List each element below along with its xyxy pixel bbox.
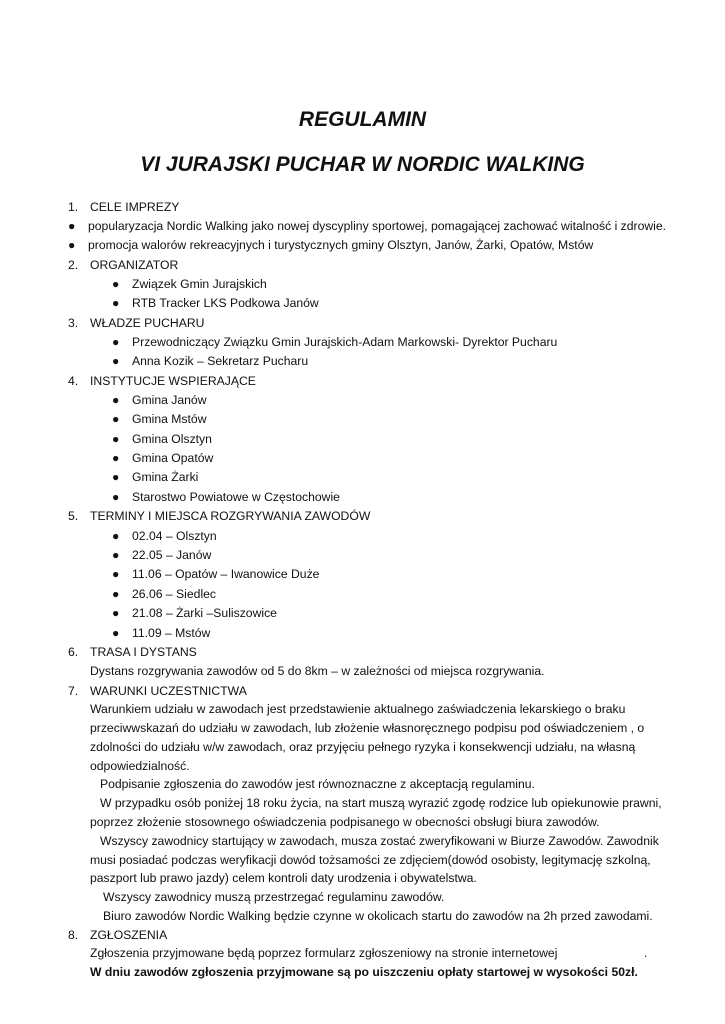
bullet-icon: ●	[112, 490, 120, 504]
section-5-heading	[68, 508, 370, 524]
list-item-text: Gmina Olsztyn	[132, 432, 212, 446]
bullet-icon: ●	[112, 567, 120, 581]
bullet-icon: ●	[112, 451, 120, 465]
bullet-icon: ●	[112, 470, 120, 484]
list-item-text: Anna Kozik – Sekretarz Pucharu	[132, 354, 309, 368]
bullet-icon: ●	[68, 238, 76, 252]
list-item-text: 11.06 – Opatów – Iwanowice Duże	[132, 567, 320, 581]
section-title: TRASA I DYSTANS	[90, 645, 197, 659]
list-item	[112, 450, 213, 466]
list-item	[112, 547, 211, 563]
list-item-text: popularyzacja Nordic Walking jako nowej dyscypliny sportowej, pomagającej zachować witalność i zdrowie.	[88, 219, 667, 233]
paragraph-line: W przypadku osób poniżej 18 roku życia, na start muszą wyrazić zgodę rodzice lub opiekunowie prawni,	[100, 796, 662, 810]
list-item-text: 11.09 – Mstów	[132, 626, 211, 640]
bullet-icon: ●	[112, 335, 120, 349]
paragraph-line: Podpisanie zgłoszenia do zawodów jest równoznaczne z akceptacją regulaminu.	[100, 777, 535, 791]
list-item	[112, 411, 207, 427]
list-item	[112, 392, 207, 408]
paragraph-line: Biuro zawodów Nordic Walking będzie czynne w okolicach startu do zawodów na 2h przed zawodami.	[103, 909, 653, 923]
section-1-heading	[68, 199, 179, 215]
section-number: 3.	[68, 316, 79, 330]
list-item-text: Gmina Opatów	[132, 451, 214, 465]
bullet-icon: ●	[112, 393, 120, 407]
list-item-text: Gmina Żarki	[132, 470, 199, 484]
section-number: 1.	[68, 200, 79, 214]
document-subtitle: VI JURAJSKI PUCHAR W NORDIC WALKING	[140, 153, 585, 176]
paragraph-line: odpowiedzialność.	[90, 759, 190, 773]
section-title: WŁADZE PUCHARU	[90, 316, 205, 330]
paragraph-line: musi posiadać podczas weryfikacji dowód tożsamości ze zdjęciem(dowód osobisty, legitymację szkolną,	[90, 853, 651, 867]
bullet-icon: ●	[112, 296, 120, 310]
list-item-text: Związek Gmin Jurajskich	[132, 277, 267, 291]
section-title: ZGŁOSZENIA	[90, 928, 168, 942]
section-number: 7.	[68, 684, 79, 698]
bullet-icon: ●	[112, 412, 120, 426]
list-item	[68, 237, 593, 253]
list-item	[112, 469, 198, 485]
bullet-icon: ●	[112, 548, 120, 562]
list-item-text: promocja walorów rekreacyjnych i turystycznych gminy Olsztyn, Janów, Żarki, Opatów, Mstów	[88, 238, 594, 252]
paragraph-line: zdolności do udziału w/w zawodach, oraz przyjęciu pełnego ryzyka i konsekwencji udziału, na własną	[90, 740, 636, 754]
bullet-icon: ●	[112, 529, 120, 543]
paragraph-line-bold: W dniu zawodów zgłoszenia przyjmowane są po uiszczeniu opłaty startowej w wysokości 50zł.	[90, 965, 638, 979]
section-title: ORGANIZATOR	[90, 258, 179, 272]
section-2-heading	[68, 257, 178, 273]
paragraph-end-mark: .	[644, 946, 648, 960]
section-4-heading	[68, 373, 256, 389]
list-item	[112, 334, 557, 350]
section-8-heading	[68, 927, 167, 943]
bullet-icon: ●	[68, 219, 76, 233]
paragraph-line: Wszyscy zawodnicy startujący w zawodach, musza zostać zweryfikowani w Biurze Zawodów. Zawodnik	[100, 834, 659, 848]
bullet-icon: ●	[112, 587, 120, 601]
bullet-icon: ●	[112, 354, 120, 368]
list-item-text: Gmina Mstów	[132, 412, 207, 426]
list-item	[112, 528, 217, 544]
section-title: INSTYTUCJE WSPIERAJĄCE	[90, 374, 256, 388]
section-6-heading	[68, 644, 197, 660]
section-title: TERMINY I MIEJSCA ROZGRYWANIA ZAWODÓW	[90, 509, 371, 523]
section-7-heading	[68, 683, 247, 699]
list-item	[112, 566, 319, 582]
section-number: 2.	[68, 258, 79, 272]
bullet-icon: ●	[112, 432, 120, 446]
list-item	[112, 295, 319, 311]
list-item	[112, 605, 277, 621]
list-item-text: Gmina Janów	[132, 393, 207, 407]
list-item-text: 22.05 – Janów	[132, 548, 212, 562]
list-item	[112, 353, 308, 369]
list-item-text: Przewodniczący Związku Gmin Jurajskich-Adam Markowski- Dyrektor Pucharu	[132, 335, 558, 349]
bullet-icon: ●	[112, 277, 120, 291]
paragraph-line: przeciwwskazań do udziału w zawodach, lub złożenie własnoręcznego podpisu pod oświadczeniem , o	[90, 721, 645, 735]
paragraph-line: Wszyscy zawodnicy muszą przestrzegać regulaminu zawodów.	[103, 890, 445, 904]
list-item	[112, 489, 340, 505]
section-number: 6.	[68, 645, 79, 659]
section-title: WARUNKI UCZESTNICTWA	[90, 684, 247, 698]
list-item	[112, 586, 216, 602]
bullet-icon: ●	[112, 606, 120, 620]
paragraph-line: paszport lub prawo jazdy) celem kontroli daty urodzenia i obywatelstwa.	[90, 871, 477, 885]
paragraph-line: Dystans rozgrywania zawodów od 5 do 8km – w zależności od miejsca rozgrywania.	[90, 664, 545, 678]
list-item-text: RTB Tracker LKS Podkowa Janów	[132, 296, 319, 310]
section-3-heading	[68, 315, 204, 331]
list-item	[68, 218, 666, 234]
list-item	[112, 625, 210, 641]
section-number: 4.	[68, 374, 79, 388]
section-title: CELE IMPREZY	[90, 200, 180, 214]
list-item-text: 26.06 – Siedlec	[132, 587, 217, 601]
list-item-text: Starostwo Powiatowe w Częstochowie	[132, 490, 340, 504]
document-title: REGULAMIN	[298, 108, 427, 131]
list-item	[112, 276, 267, 292]
paragraph-line: Zgłoszenia przyjmowane będą poprzez formularz zgłoszeniowy na stronie internetowej	[90, 946, 558, 960]
paragraph-line: Warunkiem udziału w zawodach jest przedstawienie aktualnego zaświadczenia lekarskiego o braku	[90, 702, 626, 716]
bullet-icon: ●	[112, 626, 120, 640]
paragraph-line: poprzez złożenie stosownego oświadczenia podpisanego w obecności obsługi biura zawodów.	[90, 815, 600, 829]
section-number: 5.	[68, 509, 79, 523]
section-number: 8.	[68, 928, 79, 942]
list-item-text: 02.04 – Olsztyn	[132, 529, 217, 543]
list-item	[112, 431, 212, 447]
list-item-text: 21.08 – Żarki –Suliszowice	[132, 606, 277, 620]
